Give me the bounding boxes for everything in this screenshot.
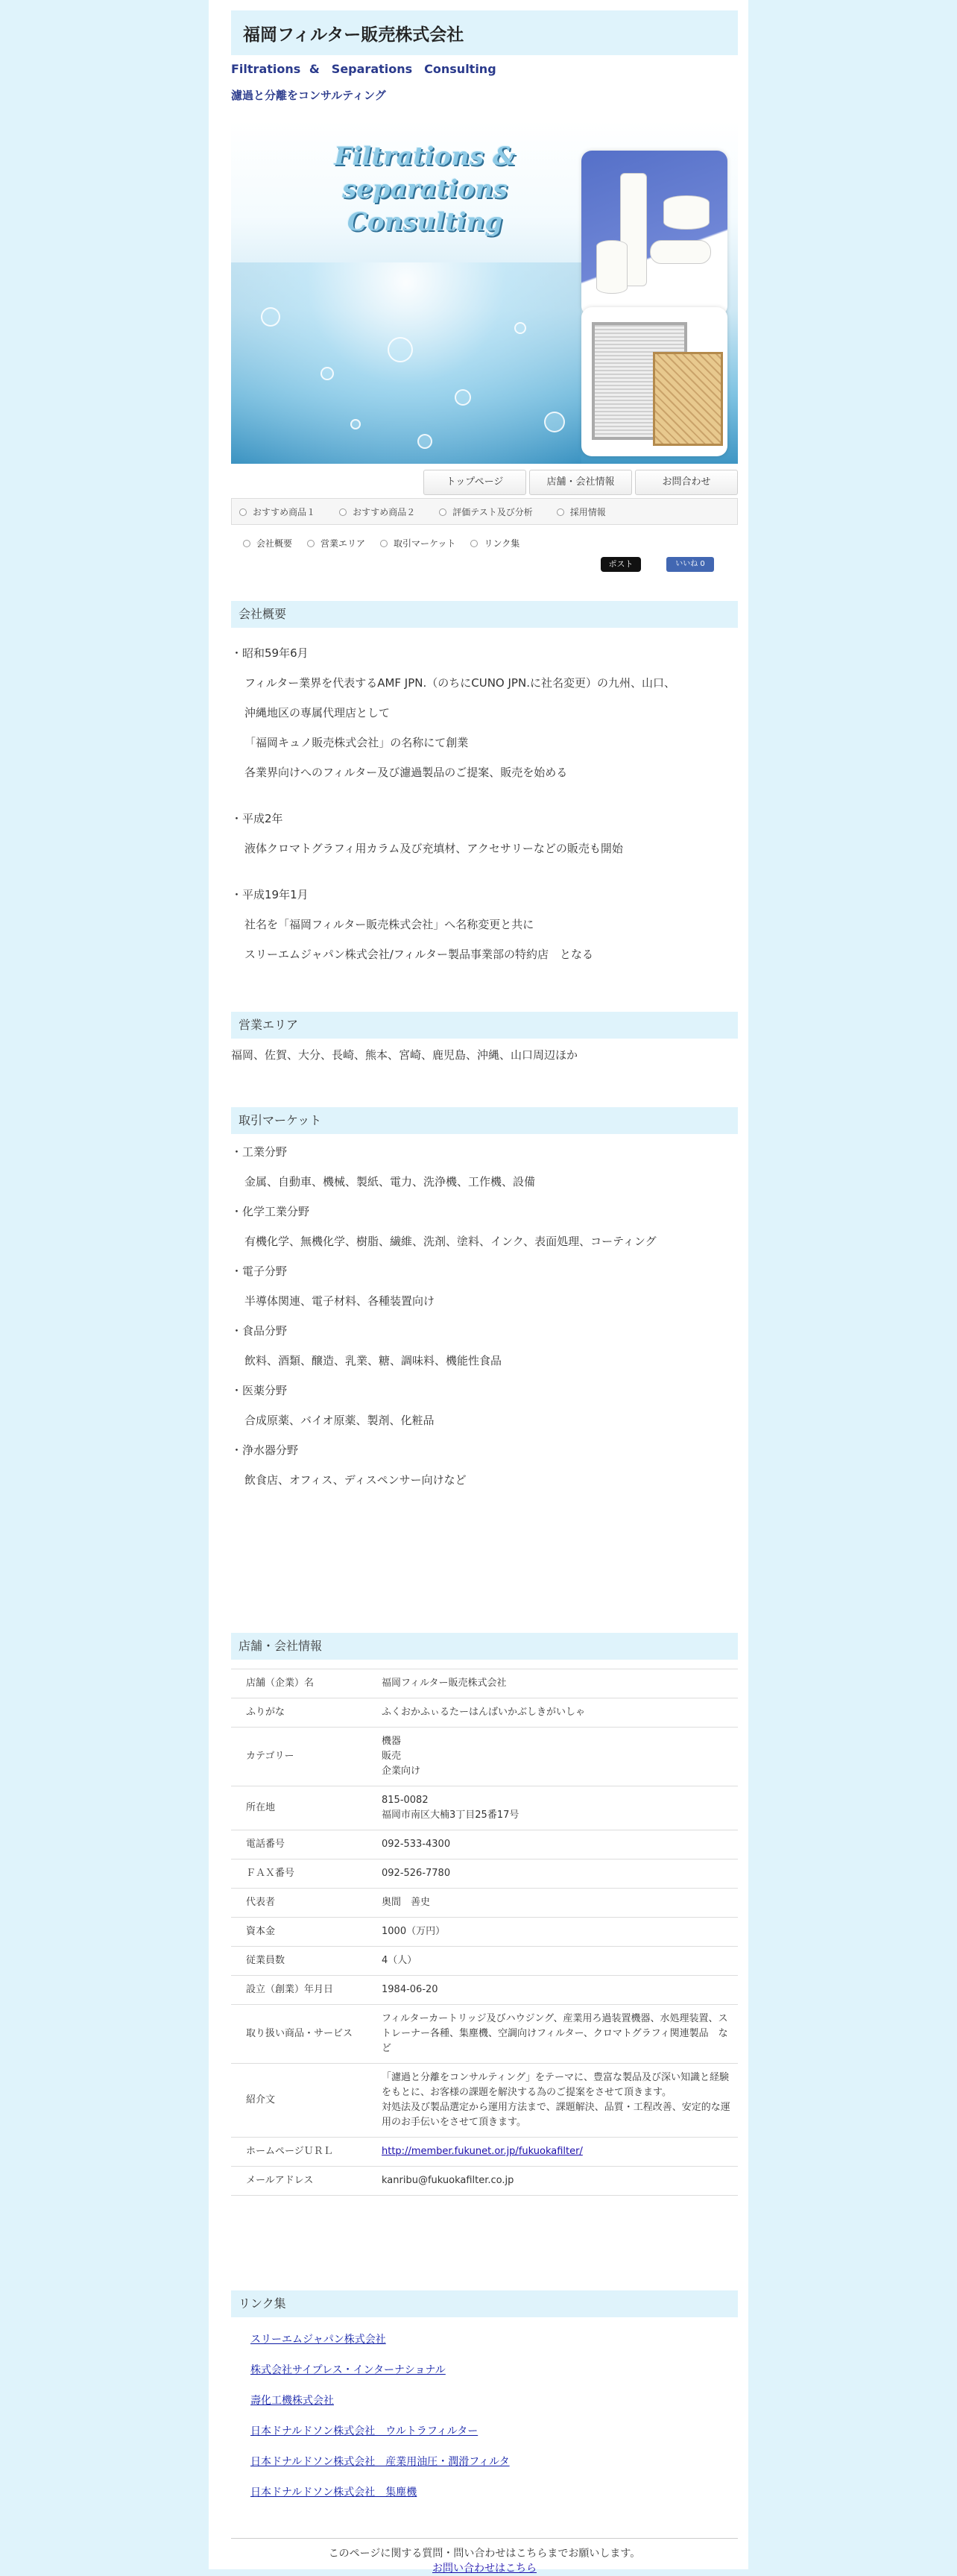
company-overview-section (231, 601, 738, 969)
hero-title-line1: Filtrations & separations (334, 142, 516, 204)
overview-line: スリーエムジャパン株式会社/フィルター製品事業部の特約店 となる (244, 948, 593, 961)
info-key: 店舗（企業）名 (231, 1669, 374, 1698)
table-row (231, 1698, 738, 1728)
info-value: 1984-06-20 (382, 1984, 438, 1995)
bubble-image (544, 412, 565, 432)
overview-line: 液体クロマトグラフィ用カラム及び充填材、アクセサリーなどの販売も開始 (244, 842, 623, 855)
cartridge-image (650, 240, 711, 264)
info-value: 福岡フィルター販売株式会社 (382, 1678, 507, 1689)
external-link[interactable]: 壽化工機株式会社 (250, 2395, 334, 2407)
market-detail: 金属、自動車、機械、製紙、電力、洗浄機、工作機、設備 (244, 1175, 536, 1188)
anchor-links-section[interactable] (470, 537, 519, 549)
subnav-item-test-analysis[interactable] (439, 506, 533, 518)
overview-line: フィルター業界を代表するAMF JPN.（のちにCUNO JPN.に社名変更）の九州、山口、 (244, 676, 675, 690)
market-detail: 有機化学、無機化学、樹脂、繊維、洗剤、塗料、インク、表面処理、コーティング (244, 1235, 657, 1248)
info-key: カテゴリー (231, 1728, 374, 1786)
external-link[interactable]: スリーエムジャパン株式会社 (250, 2334, 386, 2346)
site-subtitle: Filtrations & Separations Consulting (231, 62, 496, 76)
section-heading: 会社概要 (231, 601, 738, 628)
anchor-label: 会社概要 (256, 538, 293, 549)
air-filter-photo (581, 307, 727, 456)
section-heading: リンク集 (231, 2290, 738, 2317)
table-row (231, 1830, 738, 1859)
footer-text: このページに関する質問・問い合わせはこちらまでお願いします。 (328, 2548, 641, 2560)
info-key: 取り扱い商品・サービス (231, 2005, 374, 2064)
info-value: フィルターカートリッジ及びハウジング、産業用ろ過装置機器、水処理装置、ストレーナー各種、集塵機、空調向けフィルター、クロマトグラフィ関連製品 など (382, 2013, 728, 2054)
hero-title-line2: Consulting (347, 207, 503, 237)
hero-banner (231, 121, 738, 464)
bullet-icon (239, 508, 247, 516)
external-link[interactable]: 株式会社サイプレス・インターナショナル (250, 2364, 446, 2376)
overview-line (231, 863, 738, 880)
table-row (231, 1859, 738, 1889)
overview-line: 「福岡キュノ販売株式会社」の名称にて創業 (244, 736, 469, 749)
info-value-cell (374, 2138, 738, 2167)
sales-area-section (231, 1012, 738, 1070)
bubble-image (261, 307, 280, 327)
subnav-label: 採用情報 (569, 506, 606, 517)
x-post-button[interactable]: ポスト (601, 557, 641, 572)
info-key: ホームページＵＲＬ (231, 2138, 374, 2167)
info-key: 代表者 (231, 1889, 374, 1918)
overview-line: 社名を「福岡フィルター販売株式会社」へ名称変更と共に (244, 918, 534, 931)
info-key: 設立（創業）年月日 (231, 1976, 374, 2005)
table-row (231, 1947, 738, 1976)
section-heading: 店舗・会社情報 (231, 1633, 738, 1660)
info-key: ＦＡＸ番号 (231, 1859, 374, 1889)
info-value-cell (374, 1947, 738, 1976)
info-value: 092-533-4300 (382, 1839, 451, 1850)
filter-cartridge-photo (581, 151, 727, 316)
nav-shop-info[interactable]: 店舗・会社情報 (529, 470, 632, 495)
table-row (231, 1669, 738, 1698)
facebook-like-button[interactable]: いいね 0 (666, 557, 714, 572)
table-row (231, 1976, 738, 2005)
anchor-links (231, 537, 738, 549)
bullet-icon (380, 540, 388, 547)
info-value: 機器 販売 企業向け (382, 1736, 421, 1777)
info-value: 「濾過と分離をコンサルティング」をテーマに、豊富な製品及び深い知識と経験をもとに、お客様の課題を解決する為のご提案をさせて頂きます。 対処法及び製品選定から運用方法まで、課題解決、品質・工程改善、安定的な運用のお手伝いをさせて頂きます。 (382, 2072, 730, 2128)
water-splash-image (231, 262, 581, 464)
market-field: ・工業分野 (231, 1145, 288, 1159)
external-link[interactable]: 日本ドナルドソン株式会社 集塵機 (250, 2487, 417, 2498)
hero-title (276, 140, 574, 239)
info-value: 4（人） (382, 1955, 417, 1966)
footer-contact-link[interactable]: お問い合わせはこちら (432, 2563, 537, 2575)
table-row (231, 1728, 738, 1786)
overview-line (231, 787, 738, 804)
bubble-image (455, 389, 471, 406)
anchor-label: リンク集 (484, 538, 520, 549)
shop-info-section (231, 1633, 738, 2196)
info-value-cell (374, 1889, 738, 1918)
table-row (231, 1918, 738, 1947)
nav-contact[interactable]: お問合わせ (635, 470, 738, 495)
info-key: ふりがな (231, 1698, 374, 1728)
links-section (231, 2290, 738, 2508)
subnav-label: おすすめ商品２ (353, 506, 416, 517)
page-container (209, 0, 748, 2575)
external-link[interactable]: 日本ドナルドソン株式会社 ウルトラフィルター (250, 2425, 479, 2437)
info-value-cell (374, 1698, 738, 1728)
market-field: ・浄水器分野 (231, 1443, 299, 1457)
info-value-cell (374, 1976, 738, 2005)
market-detail: 飲食店、オフィス、ディスペンサー向けなど (244, 1473, 467, 1487)
bullet-icon (307, 540, 315, 547)
links-list (231, 2325, 738, 2508)
overview-line: 沖縄地区の専属代理店として (244, 706, 391, 719)
overview-line: ・平成2年 (231, 812, 283, 825)
market-detail: 半導体関連、電子材料、各種装置向け (244, 1294, 435, 1308)
bubble-image (514, 322, 526, 334)
footer-box (231, 2538, 738, 2576)
info-key: 資本金 (231, 1918, 374, 1947)
overview-line: ・平成19年1月 (231, 888, 309, 901)
overview-line: ・昭和59年6月 (231, 646, 309, 660)
table-row (231, 2167, 738, 2196)
info-key: 紹介文 (231, 2064, 374, 2138)
info-value-cell (374, 2064, 738, 2138)
info-key: メールアドレス (231, 2167, 374, 2196)
social-buttons (231, 557, 738, 572)
subnav-label: 評価テスト及び分析 (452, 506, 533, 517)
subnav-item-recommend2[interactable] (339, 506, 415, 518)
info-value-cell (374, 1859, 738, 1889)
info-value-cell (374, 1830, 738, 1859)
info-key: 所在地 (231, 1786, 374, 1830)
cartridge-image (596, 240, 628, 294)
bullet-icon (470, 540, 478, 547)
homepage-url-link[interactable]: http://member.fukunet.or.jp/fukuokafilter/ (382, 2146, 583, 2157)
info-value: 092-526-7780 (382, 1868, 451, 1879)
market-field: ・電子分野 (231, 1265, 288, 1278)
nav-top-page[interactable]: トップページ (423, 470, 526, 495)
section-heading: 営業エリア (231, 1012, 738, 1039)
subnav-label: おすすめ商品１ (253, 506, 316, 517)
market-field: ・食品分野 (231, 1324, 288, 1338)
table-row (231, 2005, 738, 2064)
market-detail: 合成原薬、バイオ原薬、製剤、化粧品 (244, 1414, 435, 1427)
info-value: 815-0082 福岡市南区大楠3丁目25番17号 (382, 1795, 519, 1821)
info-value: ふくおかふぃるたーはんばいかぶしきがいしゃ (382, 1707, 586, 1718)
bubble-image (350, 419, 361, 429)
info-value-cell (374, 2005, 738, 2064)
info-value: 奥間 善史 (382, 1897, 431, 1908)
anchor-label: 営業エリア (320, 538, 366, 549)
table-row (231, 1889, 738, 1918)
anchor-label: 取引マーケット (394, 538, 456, 549)
cartridge-image (663, 195, 710, 230)
section-heading: 取引マーケット (231, 1107, 738, 1134)
info-key: 従業員数 (231, 1947, 374, 1976)
info-value-cell (374, 1669, 738, 1698)
subnav-item-recommend1[interactable] (239, 506, 315, 518)
info-value: kanribu@fukuokafilter.co.jp (382, 2175, 514, 2186)
table-row (231, 2064, 738, 2138)
anchor-sales-area[interactable] (307, 537, 365, 549)
info-value-cell (374, 1918, 738, 1947)
sales-area-text: 福岡、佐賀、大分、長崎、熊本、宮崎、鹿児島、沖縄、山口周辺ほか (231, 1048, 578, 1062)
bubble-image (388, 337, 413, 362)
anchor-company-overview[interactable] (243, 537, 292, 549)
panel-filter-image (653, 352, 723, 446)
table-row (231, 1786, 738, 1830)
page-footer (231, 2538, 738, 2576)
info-value: 1000（万円） (382, 1926, 446, 1937)
site-title: 福岡フィルター販売株式会社 (231, 10, 738, 55)
table-row (231, 2138, 738, 2167)
bullet-icon (243, 540, 250, 547)
anchor-markets[interactable] (380, 537, 455, 549)
bullet-icon (557, 508, 564, 516)
overview-text (231, 638, 738, 969)
bullet-icon (339, 508, 347, 516)
site-tagline: 濾過と分離をコンサルティング (231, 89, 386, 102)
market-detail: 飲料、酒類、醸造、乳業、糖、調味料、機能性食品 (244, 1354, 502, 1367)
info-value-cell (374, 1786, 738, 1830)
bubble-image (417, 434, 432, 449)
info-key: 電話番号 (231, 1830, 374, 1859)
markets-list (231, 1137, 738, 1495)
subnav-item-recruit[interactable] (557, 506, 606, 518)
market-field: ・医薬分野 (231, 1384, 288, 1397)
sub-nav (231, 498, 738, 525)
bubble-image (320, 367, 334, 380)
overview-line: 各業界向けへのフィルター及び濾過製品のご提案、販売を始める (244, 766, 568, 779)
global-nav (231, 470, 738, 495)
market-field: ・化学工業分野 (231, 1205, 310, 1218)
shop-info-table (231, 1669, 738, 2196)
markets-section (231, 1107, 738, 1495)
external-link[interactable]: 日本ドナルドソン株式会社 産業用油圧・潤滑フィルタ (250, 2456, 510, 2468)
bullet-icon (439, 508, 446, 516)
info-value-cell (374, 2167, 738, 2196)
info-value-cell (374, 1728, 738, 1786)
